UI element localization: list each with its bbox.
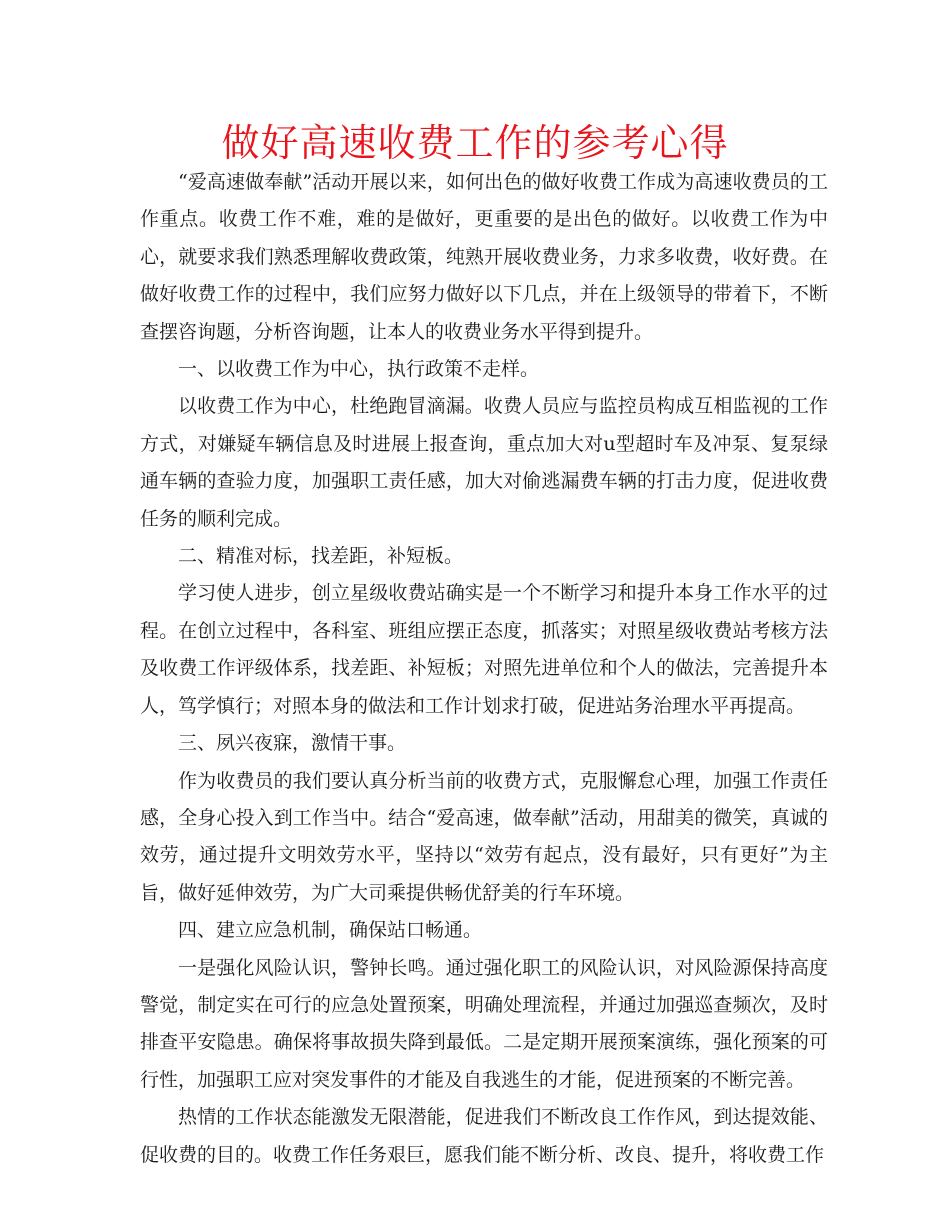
section-heading-3: 三、夙兴夜寐，激情干事。 bbox=[178, 732, 407, 755]
paragraph-section-2: 学习使人进步，创立星级收费站确实是一个不断学习和提升本身工作水平的过程。在创立过程中，各科室、班组应摆正态度，抓落实；对照星级收费站考核方法及收费工作评级体系，找差距、补短板；对照先进单位和个人的做法，完善提升本人，笃学慎行；对照本身的做法和工作计划求打破，促进站务治理水平再提高。 bbox=[140, 582, 828, 717]
paragraph-conclusion: 热情的工作状态能激发无限潜能，促进我们不断改良工作作风，到达提效能、促收费的目的。收费工作任务艰巨，愿我们能不断分析、改良、提升，将收费工作 bbox=[140, 1106, 828, 1166]
document-title: 做好高速收费工作的参考心得 bbox=[221, 121, 729, 165]
paragraph-section-4: 一是强化风险认识，警钟长鸣。通过强化职工的风险认识，对风险源保持高度警觉，制定实在可行的应急处置预案，明确处理流程，并通过加强巡查频次，及时排查平安隐患。确保将事故损失降到最低。二是定期开展预案演练，强化预案的可行性，加强职工应对突发事件的才能及自我逃生的才能，促进预案的不断完善。 bbox=[140, 956, 828, 1091]
section-heading-2: 二、精准对标，找差距，补短板。 bbox=[178, 545, 464, 568]
paragraph-intro: “爱高速做奉献”活动开展以来，如何出色的做好收费工作成为高速收费员的工作重点。收费工作不难，难的是做好，更重要的是出色的做好。以收费工作为中心，就要求我们熟悉理解收费政策，纯熟开展收费业务，力求多收费，收好费。在做好收费工作的过程中，我们应努力做好以下几点，并在上级领导的带着下，不断查摆咨询题，分析咨询题，让本人的收费业务水平得到提升。 bbox=[140, 171, 828, 343]
section-heading-4: 四、建立应急机制，确保站口畅通。 bbox=[178, 919, 483, 942]
paragraph-section-1: 以收费工作为中心，杜绝跑冒滴漏。收费人员应与监控员构成互相监视的工作方式，对嫌疑车辆信息及时进展上报查询，重点加大对u型超时车及冲泵、复泵绿通车辆的查验力度，加强职工责任感，加大对偷逃漏费车辆的打击力度，促进收费任务的顺利完成。 bbox=[140, 395, 828, 530]
section-heading-1: 一、以收费工作为中心，执行政策不走样。 bbox=[178, 358, 540, 381]
paragraph-section-3: 作为收费员的我们要认真分析当前的收费方式，克服懈怠心理，加强工作责任感，全身心投入到工作当中。结合“爱高速，做奉献”活动，用甜美的微笑，真诚的效劳，通过提升文明效劳水平，坚持以“效劳有起点，没有最好，只有更好”为主旨，做好延伸效劳，为广大司乘提供畅优舒美的行车环境。 bbox=[140, 769, 828, 904]
document-body bbox=[140, 164, 828, 1174]
